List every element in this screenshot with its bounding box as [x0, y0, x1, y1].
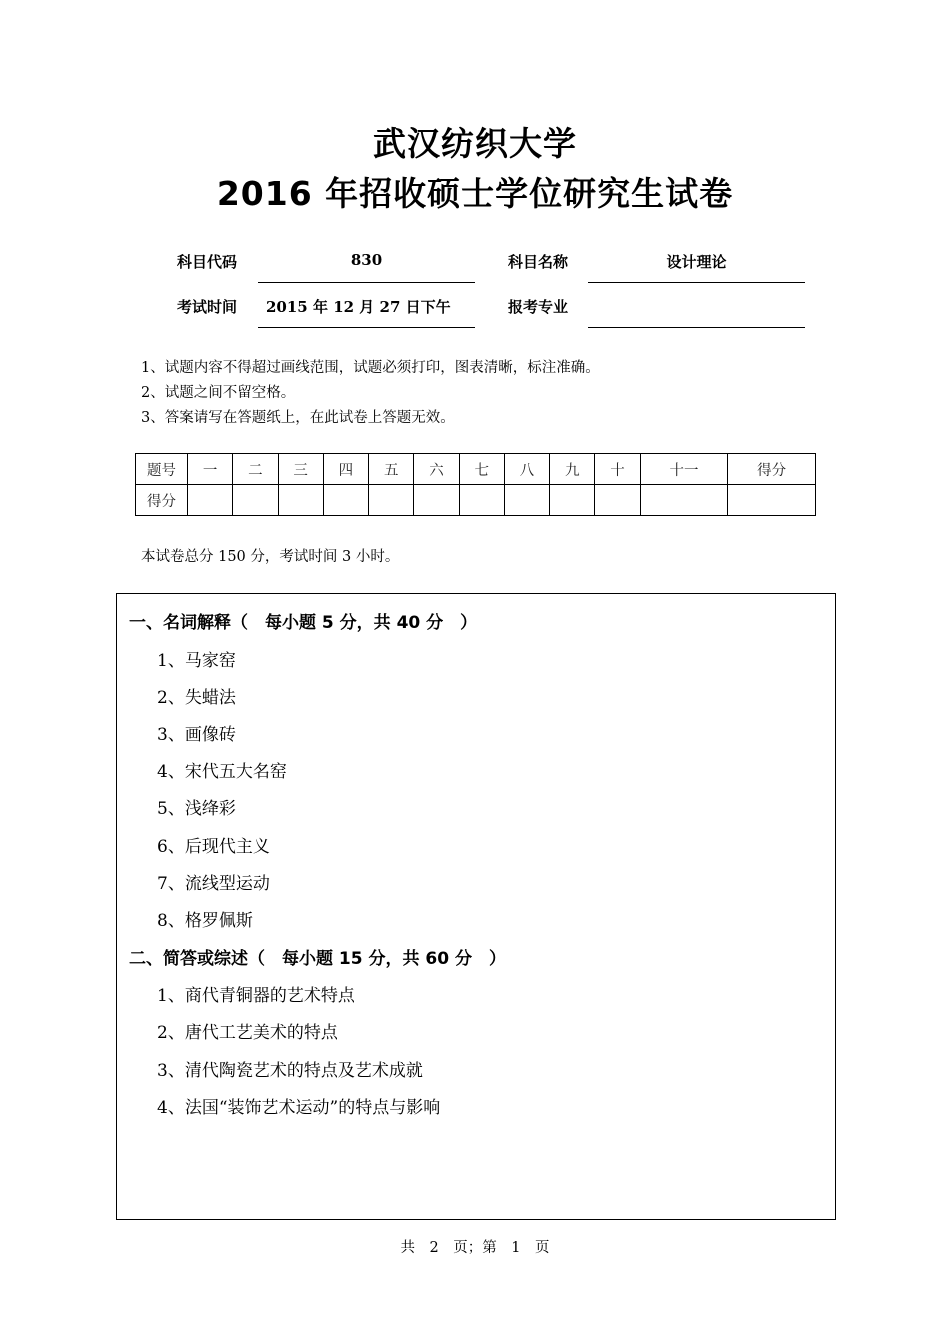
score-cell: 九	[550, 454, 595, 485]
score-cell: 得分	[728, 454, 816, 485]
subject-code-line	[258, 282, 475, 283]
score-cell-empty	[550, 485, 595, 516]
score-cell: 得分	[136, 485, 188, 516]
score-table-header-row	[136, 454, 816, 485]
score-cell: 八	[504, 454, 549, 485]
score-table	[135, 453, 816, 516]
section-2-heading: 二、简答或综述（ 每小题 15 分，共 60 分 ）	[129, 949, 506, 969]
score-cell: 三	[278, 454, 323, 485]
question-box	[116, 593, 836, 1220]
score-cell-empty	[233, 485, 278, 516]
question-item: 3、清代陶瓷艺术的特点及艺术成就	[157, 1061, 423, 1081]
question-item: 1、马家窑	[157, 651, 236, 671]
score-cell-empty	[459, 485, 504, 516]
question-item: 2、失蜡法	[157, 688, 236, 708]
score-cell-empty	[595, 485, 640, 516]
university-title: 武汉纺织大学	[373, 124, 577, 163]
question-item: 7、流线型运动	[157, 874, 270, 894]
question-item: 5、浅绛彩	[157, 799, 236, 819]
score-cell: 一	[188, 454, 233, 485]
score-cell: 七	[459, 454, 504, 485]
subject-name: 设计理论	[666, 253, 727, 271]
question-item: 8、格罗佩斯	[157, 911, 253, 931]
score-cell-empty	[728, 485, 816, 516]
question-item: 3、画像砖	[157, 725, 236, 745]
question-item: 2、唐代工艺美术的特点	[157, 1023, 338, 1043]
score-cell-empty	[504, 485, 549, 516]
total-score-note: 本试卷总分 150 分，考试时间 3 小时。	[141, 549, 400, 565]
exam-time-line	[258, 327, 475, 328]
score-cell: 四	[323, 454, 368, 485]
score-cell: 题号	[136, 454, 188, 485]
section-1-heading: 一、名词解释（ 每小题 5 分，共 40 分 ）	[129, 613, 478, 633]
question-item: 6、后现代主义	[157, 837, 270, 857]
page-footer: 共 2 页；第 1 页	[400, 1240, 550, 1256]
subject-name-line	[588, 282, 805, 283]
score-cell: 十一	[640, 454, 728, 485]
exam-time-label: 考试时间	[177, 298, 238, 316]
score-cell: 十	[595, 454, 640, 485]
score-cell: 二	[233, 454, 278, 485]
instruction-1: 1、试题内容不得超过画线范围，试题必须打印，图表清晰，标注准确。	[141, 360, 600, 376]
score-cell-empty	[640, 485, 728, 516]
score-table-score-row	[136, 485, 816, 516]
exam-title: 2016 年招收硕士学位研究生试卷	[216, 174, 734, 213]
exam-time: 2015 年 12 月 27 日下午	[266, 298, 451, 316]
subject-name-label: 科目名称	[508, 253, 569, 271]
instructions	[141, 356, 600, 431]
score-cell: 五	[369, 454, 414, 485]
score-cell-empty	[369, 485, 414, 516]
major-label: 报考专业	[508, 298, 569, 316]
score-cell-empty	[414, 485, 459, 516]
instruction-3: 3、答案请写在答题纸上，在此试卷上答题无效。	[141, 410, 455, 426]
instruction-2: 2、试题之间不留空格。	[141, 385, 296, 401]
score-cell-empty	[188, 485, 233, 516]
question-item: 4、法国“装饰艺术运动”的特点与影响	[157, 1098, 441, 1118]
score-cell: 六	[414, 454, 459, 485]
subject-code: 830	[350, 251, 383, 269]
major-line	[588, 327, 805, 328]
subject-code-label: 科目代码	[177, 253, 238, 271]
question-item: 1、商代青铜器的艺术特点	[157, 986, 355, 1006]
score-cell-empty	[323, 485, 368, 516]
question-item: 4、宋代五大名窑	[157, 762, 287, 782]
score-cell-empty	[278, 485, 323, 516]
